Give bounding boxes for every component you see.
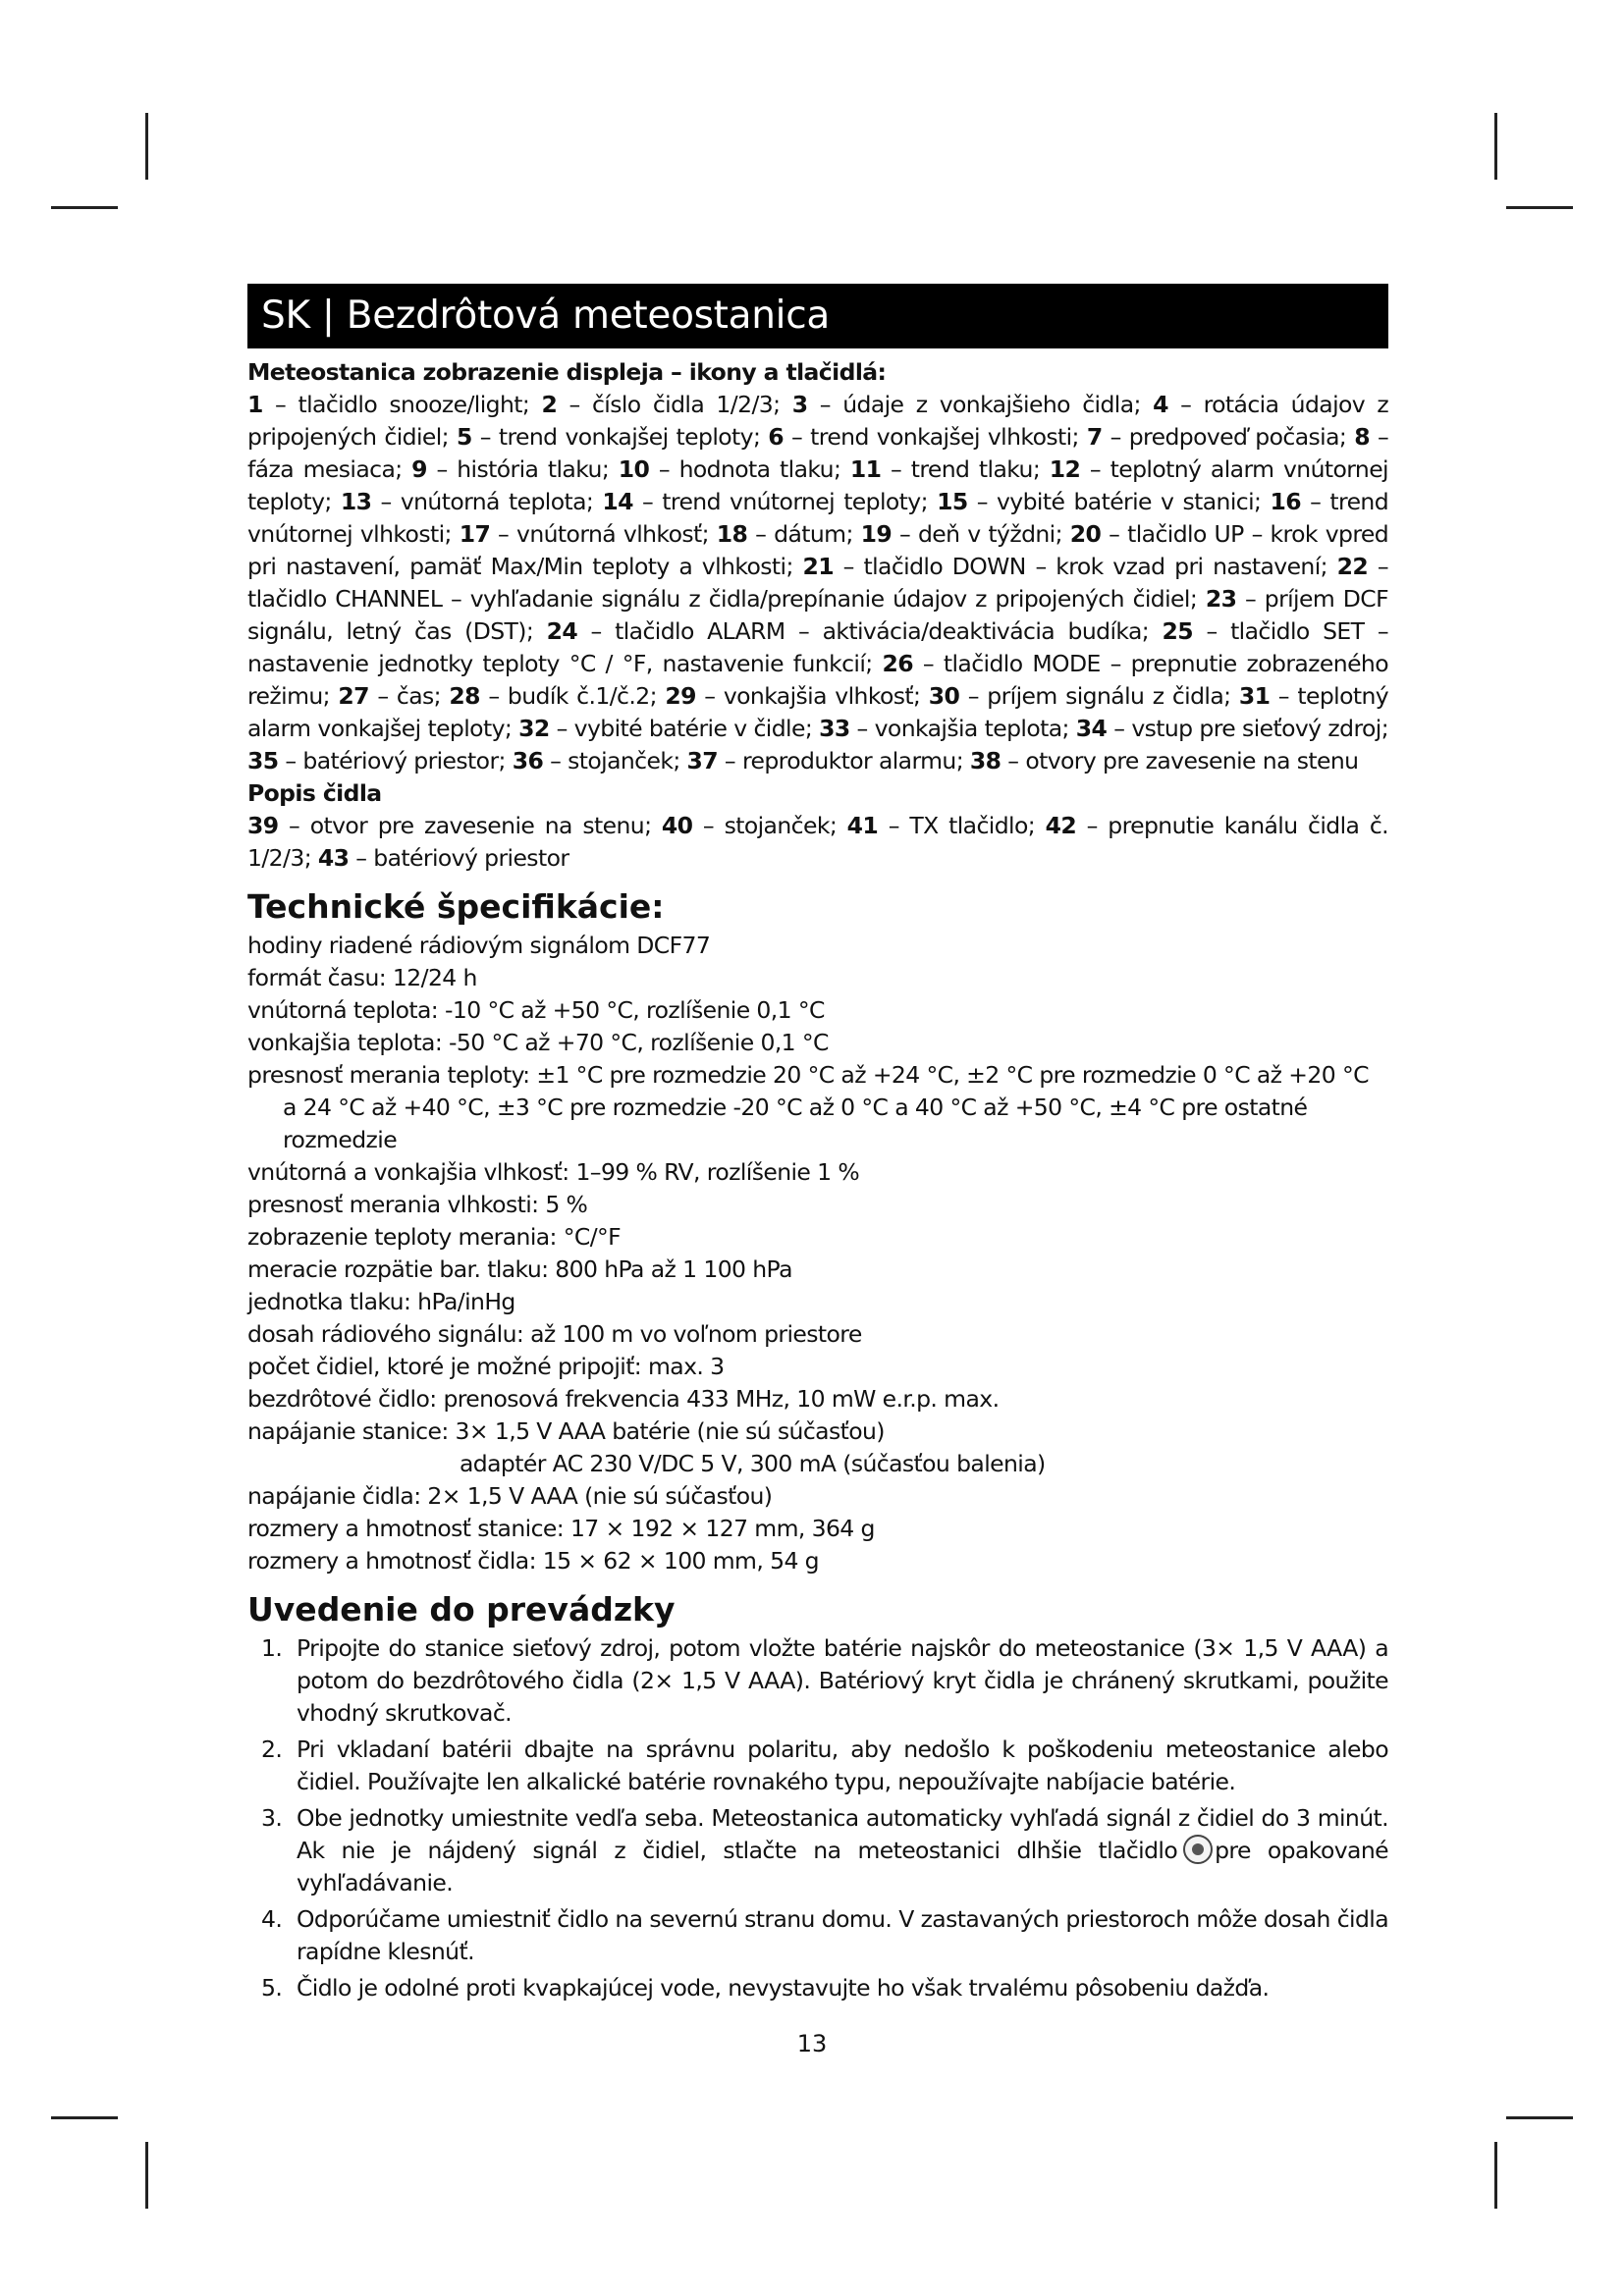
spec-line: počet čidiel, ktoré je možné pripojiť: max. 3 <box>247 1353 725 1380</box>
specs-list <box>247 930 1388 1577</box>
spec-line: rozmery a hmotnosť čidla: 15 × 62 × 100 mm, 54 g <box>247 1547 819 1575</box>
item-number: 10 <box>618 455 650 483</box>
crop-mark <box>1494 113 1497 180</box>
item-text: vybité batérie v stanici <box>997 488 1255 515</box>
item-text: vonkajšia vlhkosť <box>723 682 914 710</box>
item-text: reproduktor alarmu <box>741 747 956 774</box>
item-text: trend vnútornej teploty <box>662 488 921 515</box>
item-number: 30 <box>928 682 960 710</box>
spec-line: vnútorná teplota: -10 °C až +50 °C, rozlíšenie 0,1 °C <box>247 996 825 1024</box>
item-number: 4 <box>1153 391 1168 418</box>
crop-mark <box>51 2116 118 2119</box>
spec-line: vonkajšia teplota: -50 °C až +70 °C, rozlíšenie 0,1 °C <box>247 1029 829 1056</box>
item-number: 37 <box>686 747 719 774</box>
spec-line: rozmery a hmotnosť stanice: 17 × 192 × 127 mm, 364 g <box>247 1515 875 1542</box>
item-text: vybité batérie v čidle <box>573 715 805 742</box>
item-text: dátum <box>774 520 846 548</box>
item-number: 19 <box>860 520 893 548</box>
item-number: 13 <box>340 488 372 515</box>
item-text: údaje z vonkajšieho čidla <box>842 391 1134 418</box>
item-text: príjem DCF signálu, letný čas (DST) <box>247 585 1388 645</box>
spec-line: meracie rozpätie bar. tlaku: 800 hPa až 1 100 hPa <box>247 1255 792 1283</box>
display-section-heading: Meteostanica zobrazenie displeja – ikony a tlačidlá: <box>247 358 887 386</box>
step-number: 2. <box>261 1735 283 1763</box>
item-number: 35 <box>247 747 279 774</box>
item-number: 31 <box>1238 682 1271 710</box>
page-title: SK | Bezdrôtová meteostanica <box>247 284 1388 348</box>
item-number: 23 <box>1205 585 1237 613</box>
crop-mark <box>1506 206 1573 209</box>
item-text: trend vnútornej vlhkosti <box>247 488 1389 548</box>
item-text: príjem signálu z čidla <box>987 682 1224 710</box>
spec-line: vnútorná a vonkajšia vlhkosť: 1–99 % RV, rozlíšenie 1 % <box>247 1158 860 1186</box>
item-number: 39 <box>247 812 279 839</box>
spec-line: dosah rádiového signálu: až 100 m vo voľnom priestore <box>247 1320 862 1348</box>
specs-heading: Technické špecifikácie: <box>247 887 665 926</box>
step-text: Pri vkladaní batérii dbajte na správnu polaritu, aby nedošlo k poškodeniu meteostanice alebo čidiel. Používajte len alkalické batérie rovnakého typu, nepoužívajte nabíjacie batérie. <box>297 1735 1388 1795</box>
item-text: prepnutie kanálu čidla č. 1/2/3 <box>247 812 1389 872</box>
item-number: 21 <box>802 553 834 580</box>
item-number: 40 <box>661 812 693 839</box>
step-text: Obe jednotky umiestnite vedľa seba. Meteostanica automaticky vyhľadá signál z čidiel do 3 minút. Ak nie je nájdený signál z čidiel, stlačte na meteostanici dlhšie tlačidlo <box>297 1804 1388 1864</box>
item-number: 16 <box>1270 488 1301 515</box>
page-content <box>247 284 1388 2008</box>
item-text: tlačidlo UP – krok vpred pri nastavení, pamäť Max/Min teploty a vlhkosti <box>247 520 1389 580</box>
step-number: 4. <box>261 1905 283 1933</box>
item-text: teplotný alarm vonkajšej teploty <box>247 682 1389 742</box>
item-text: otvory pre zavesenie na stenu <box>1025 747 1359 774</box>
step-text: Pripojte do stanice sieťový zdroj, potom vložte batérie najskôr do meteostanice (3× 1,5 V AAA) a potom do bezdrôtového čidla (2× 1,5 V AAA). Batériový kryt čidla je chránený skrutkami, použite vhodný skrutkovač. <box>297 1634 1388 1727</box>
spec-line: rozmedzie <box>283 1126 398 1153</box>
item-text: trend tlaku <box>910 455 1033 483</box>
spec-line: bezdrôtové čidlo: prenosová frekvencia 433 MHz, 10 mW e.r.p. max. <box>247 1385 1000 1413</box>
step-number: 5. <box>261 1974 283 2002</box>
step-text: pre opakované vyhľadávanie. <box>297 1837 1388 1896</box>
item-text: tlačidlo ALARM – aktivácia/deaktivácia budíka <box>615 617 1142 645</box>
item-number: 24 <box>546 617 578 645</box>
list-item <box>247 1903 1388 1968</box>
display-items-paragraph: 1 – tlačidlo snooze/light; 2 – číslo čidla 1/2/3; 3 – údaje z vonkajšieho čidla; 4 – rotácia údajov z pripojených čidiel; 5 – trend vonkajšej teploty; 6 – trend vonkajšej vlhkosti; 7 – predpoveď počasia; 8 – fáza mesiaca; 9 – história tlaku; 10 – hodnota tlaku; 11 – trend tlaku; 12 – teplotný alarm vnútornej teploty; 13 – vnútorná teplota; 14 – trend vnútornej teploty; 15 – vybité batérie v stanici; 16 – trend vnútornej vlhkosti; 17 – vnútorná vlhkosť; 18 – dátum; 19 – deň v týždni; 20 – tlačidlo UP – krok vpred pri nastavení, pamäť Max/Min teploty a vlhkosti; 21 – tlačidlo DOWN – krok vzad pri nastavení; 22 – tlačidlo CHANNEL – vyhľadanie signálu z čidla/prepínanie údajov z pripojených čidiel; 23 – príjem DCF signálu, letný čas (DST); 24 – tlačidlo ALARM – aktivácia/deaktivácia budíka; 25 – tlačidlo SET – nastavenie jednotky teploty °C / °F, nastavenie funkcií; 26 – tlačidlo MODE – prepnutie zobrazeného režimu; 27 – čas; 28 – budík č.1/č.2; 29 – vonkajšia vlhkosť; 30 – príjem signálu z čidla; 31 – teplotný alarm vonkajšej teploty; 32 – vybité batérie v čidle; 33 – vonkajšia teplota; 34 – vstup pre sieťový zdroj; 35 – batériový priestor; 36 – stojanček; 37 – reproduktor alarmu; 38 – otvory pre zavesenie na stenu <box>247 391 1389 774</box>
spec-line: jednotka tlaku: hPa/inHg <box>247 1288 515 1315</box>
operation-steps <box>247 1632 1388 2004</box>
step-text: Odporúčame umiestniť čidlo na severnú stranu domu. V zastavaných priestoroch môže dosah čidla rapídne klesnúť. <box>297 1905 1388 1965</box>
item-number: 14 <box>602 488 633 515</box>
item-text: vnútorná teplota <box>400 488 586 515</box>
list-item <box>247 1802 1388 1899</box>
item-text: vnútorná vlhkosť <box>516 520 702 548</box>
item-text: fáza mesiaca <box>247 455 396 483</box>
item-number: 26 <box>882 650 913 677</box>
item-number: 32 <box>518 715 550 742</box>
spec-line: zobrazenie teploty merania: °C/°F <box>247 1223 622 1251</box>
item-text: tlačidlo DOWN – krok vzad pri nastavení <box>863 553 1321 580</box>
item-text: história tlaku <box>457 455 602 483</box>
item-text: budík č.1/č.2 <box>507 682 650 710</box>
item-text: deň v týždni <box>917 520 1056 548</box>
item-number: 1 <box>247 391 263 418</box>
page-number: 13 <box>796 2030 828 2057</box>
item-number: 41 <box>846 812 879 839</box>
item-number: 11 <box>849 455 882 483</box>
item-number: 15 <box>937 488 968 515</box>
item-number: 22 <box>1336 553 1369 580</box>
spec-line: a 24 °C až +40 °C, ±3 °C pre rozmedzie -20 °C až 0 °C a 40 °C až +50 °C, ±4 °C pre ostatné <box>283 1094 1308 1121</box>
item-text: tlačidlo snooze/light <box>298 391 522 418</box>
crop-mark <box>1506 2116 1573 2119</box>
item-text: rotácia údajov z pripojených čidiel <box>247 391 1389 451</box>
sensor-section-heading: Popis čidla <box>247 779 382 807</box>
step-number: 1. <box>261 1634 283 1662</box>
operation-heading: Uvedenie do prevádzky <box>247 1590 676 1629</box>
item-text: čas <box>396 682 434 710</box>
item-number: 29 <box>665 682 696 710</box>
item-number: 6 <box>768 423 785 451</box>
item-number: 7 <box>1086 423 1103 451</box>
item-text: stojanček <box>724 812 830 839</box>
item-number: 5 <box>456 423 472 451</box>
sensor-items-paragraph: 39 – otvor pre zavesenie na stenu; 40 – stojanček; 41 – TX tlačidlo; 42 – prepnutie kanálu čidla č. 1/2/3; 43 – batériový priestor <box>247 812 1389 872</box>
item-number: 18 <box>716 520 748 548</box>
item-text: batériový priestor <box>373 844 569 872</box>
item-text: TX tlačidlo <box>909 812 1028 839</box>
item-text: otvor pre zavesenie na stenu <box>309 812 645 839</box>
item-number: 25 <box>1162 617 1194 645</box>
item-number: 20 <box>1069 520 1102 548</box>
item-text: predpoveď počasia <box>1128 423 1339 451</box>
item-number: 27 <box>338 682 369 710</box>
item-text: batériový priestor <box>302 747 499 774</box>
step-text: Čidlo je odolné proti kvapkajúcej vode, nevystavujte ho však trvalému pôsobeniu dažďa. <box>297 1974 1270 2002</box>
item-number: 38 <box>969 747 1001 774</box>
spec-line: napájanie stanice: 3× 1,5 V AAA batérie (nie sú súčasťou) <box>247 1417 885 1445</box>
channel-button-icon <box>1183 1835 1213 1864</box>
spec-line: hodiny riadené rádiovým signálom DCF77 <box>247 932 711 959</box>
list-item <box>247 1632 1388 1730</box>
item-text: číslo čidla 1/2/3 <box>591 391 774 418</box>
item-text: trend vonkajšej teploty <box>498 423 753 451</box>
item-text: tlačidlo SET – nastavenie jednotky teploty °C / °F, nastavenie funkcií <box>247 617 1389 677</box>
crop-mark <box>145 113 148 180</box>
item-text: teplotný alarm vnútornej teploty <box>247 455 1388 515</box>
spec-line: presnosť merania teploty: ±1 °C pre rozmedzie 20 °C až +24 °C, ±2 °C pre rozmedzie 0 °C až +20 °C <box>247 1061 1369 1089</box>
item-text: hodnota tlaku <box>678 455 834 483</box>
step-number: 3. <box>261 1804 283 1832</box>
crop-mark <box>145 2142 148 2209</box>
item-text: stojanček <box>568 747 674 774</box>
item-number: 42 <box>1045 812 1077 839</box>
item-number: 8 <box>1354 423 1370 451</box>
item-number: 28 <box>449 682 480 710</box>
list-item <box>247 1972 1388 2004</box>
crop-mark <box>1494 2142 1497 2209</box>
item-number: 43 <box>317 844 350 872</box>
spec-line: presnosť merania vlhkosti: 5 % <box>247 1191 588 1218</box>
item-text: vstup pre sieťový zdroj <box>1131 715 1381 742</box>
item-number: 9 <box>411 455 427 483</box>
item-number: 3 <box>791 391 808 418</box>
item-number: 12 <box>1049 455 1081 483</box>
item-number: 33 <box>819 715 850 742</box>
item-text: tlačidlo MODE – prepnutie zobrazeného režimu <box>247 650 1389 710</box>
item-text: tlačidlo CHANNEL – vyhľadanie signálu z čidla/prepínanie údajov z pripojených čidiel <box>247 585 1190 613</box>
spec-line: adaptér AC 230 V/DC 5 V, 300 mA (súčasťou balenia) <box>460 1450 1046 1477</box>
crop-mark <box>51 206 118 209</box>
item-text: trend vonkajšej vlhkosti <box>810 423 1072 451</box>
spec-line: formát času: 12/24 h <box>247 964 477 991</box>
item-number: 17 <box>459 520 491 548</box>
item-number: 2 <box>541 391 558 418</box>
list-item <box>247 1734 1388 1798</box>
item-number: 36 <box>512 747 544 774</box>
spec-line: napájanie čidla: 2× 1,5 V AAA (nie sú súčasťou) <box>247 1482 773 1510</box>
item-number: 34 <box>1075 715 1108 742</box>
item-text: vonkajšia teplota <box>874 715 1062 742</box>
